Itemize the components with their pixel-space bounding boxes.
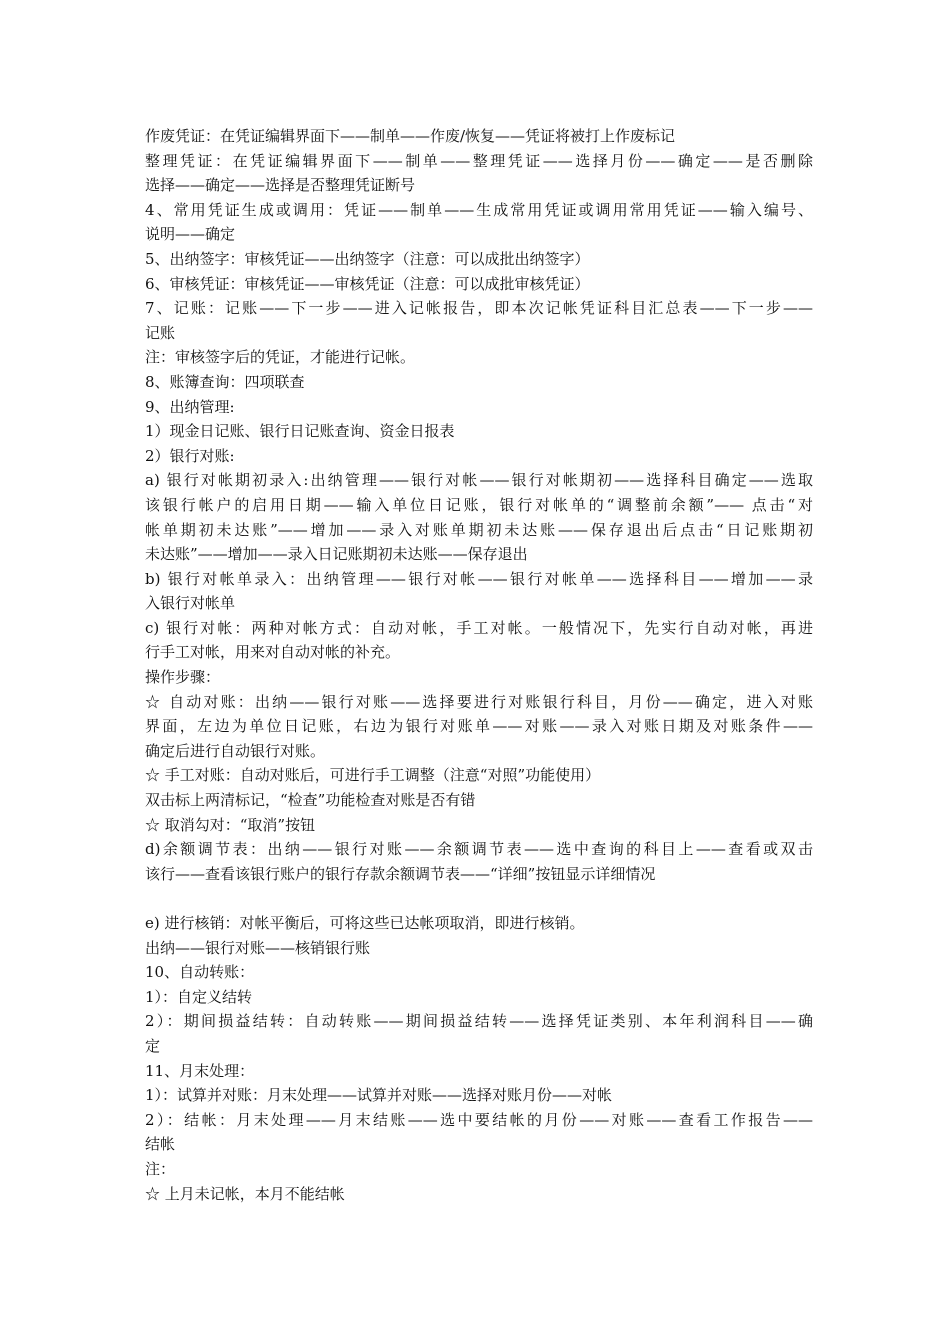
- text-line: 8、账簿查询：四项联查: [145, 372, 305, 391]
- text-line: 双击标上两清标记，“检查”功能检查对账是否有错: [145, 791, 476, 810]
- blank-line: [145, 886, 813, 911]
- text-line: d)余额调节表：出纳——银行对账——余额调节表——选中查询的科目上——查看或双击: [145, 840, 813, 859]
- text-line: 出纳——银行对账——核销银行账: [145, 938, 371, 957]
- text-line: ☆ 自动对账：出纳——银行对账——选择要进行对账银行科目，月份——确定，进入对账: [145, 692, 813, 711]
- text-line: 2）：期间损益结转：自动转账——期间损益结转——选择凭证类别、本年利润科目——确: [145, 1012, 813, 1031]
- text-line: 1）：试算并对账：月末处理——试算并对账——选择对账月份——对帐: [145, 1086, 613, 1105]
- text-line: 记账: [145, 323, 176, 342]
- text-line: a) 银行对帐期初录入:出纳管理——银行对帐——银行对帐期初——选择科目确定——选取: [145, 471, 813, 490]
- text-line: ☆ 上月未记帐，本月不能结帐: [145, 1184, 345, 1203]
- text-line: b) 银行对帐单录入：出纳管理——银行对帐——银行对帐单——选择科目——增加——录: [145, 569, 813, 588]
- text-line: 入银行对帐单: [145, 594, 236, 613]
- text-line: 1）现金日记账、银行日记账查询、资金日报表: [145, 422, 455, 441]
- text-line: 确定后进行自动银行对账。: [145, 741, 326, 760]
- text-line: 2）银行对账:: [145, 446, 235, 465]
- text-line: 操作步骤：: [145, 668, 221, 687]
- text-line: 整理凭证：在凭证编辑界面下——制单——整理凭证——选择月份——确定——是否删除: [145, 151, 813, 170]
- text-line: 11、月末处理：: [145, 1061, 255, 1080]
- text-line: 界面，左边为单位日记账，右边为银行对账单——对账——录入对账日期及对账条件——: [145, 717, 813, 736]
- text-line: 选择——确定——选择是否整理凭证断号: [145, 176, 416, 195]
- text-line: 注：: [145, 1159, 176, 1178]
- text-line: 4、常用凭证生成或调用：凭证——制单——生成常用凭证或调用常用凭证——输入编号、: [145, 200, 813, 219]
- text-line: 定: [145, 1036, 161, 1055]
- text-line: 该行——查看该银行账户的银行存款余额调节表——“详细”按钮显示详细情况: [145, 864, 656, 883]
- text-line: ☆ 取消勾对：“取消”按钮: [145, 815, 316, 834]
- text-line: 9、出纳管理:: [145, 397, 235, 416]
- text-line: 注：审核签字后的凭证，才能进行记帐。: [145, 348, 416, 367]
- text-line: 作废凭证：在凭证编辑界面下——制单——作废/恢复——凭证将被打上作废标记: [145, 127, 676, 145]
- text-line: 6、审核凭证：审核凭证——审核凭证（注意：可以成批审核凭证）: [145, 274, 590, 293]
- text-line: 7、记账：记账——下一步——进入记帐报告，即本次记帐凭证科目汇总表——下一步——: [145, 299, 813, 318]
- text-line: 行手工对帐，用来对自动对帐的补充。: [145, 643, 401, 662]
- document-body: [145, 124, 813, 1206]
- text-line: 帐单期初未达账”——增加——录入对账单期初未达账——保存退出后点击“日记账期初: [145, 520, 813, 539]
- text-line: c) 银行对帐：两种对帐方式：自动对帐，手工对帐。一般情况下，先实行自动对帐，再进: [145, 618, 813, 637]
- text-line: 结帐: [145, 1135, 176, 1154]
- text-line: 10、自动转账：: [145, 963, 255, 982]
- text-line: 1）：自定义结转: [145, 987, 253, 1006]
- text-line: 未达账”——增加——录入日记账期初未达账——保存退出: [145, 545, 528, 564]
- text-line: ☆ 手工对账：自动对账后，可进行手工调整（注意“对照”功能使用）: [145, 766, 601, 785]
- text-line: 2）：结帐：月末处理——月末结账——选中要结帐的月份——对账——查看工作报告——: [145, 1110, 813, 1129]
- text-line: 5、出纳签字：审核凭证——出纳签字（注意：可以成批出纳签字）: [145, 249, 590, 268]
- text-line: 该银行帐户的启用日期——输入单位日记账，银行对帐单的“调整前余额”—— 点击“对: [145, 495, 813, 514]
- text-line: 说明——确定: [145, 225, 236, 244]
- text-line: e) 进行核销：对帐平衡后，可将这些已达帐项取消，即进行核销。: [145, 914, 585, 932]
